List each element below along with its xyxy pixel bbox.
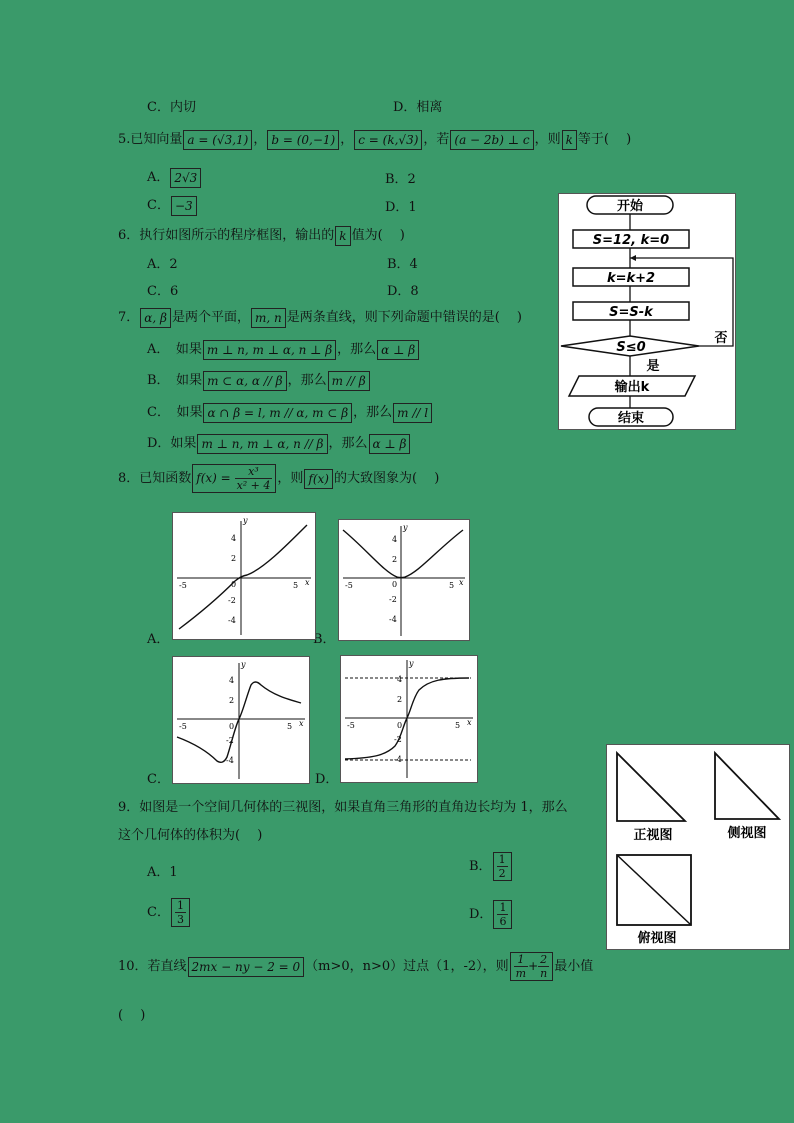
q10-expression <box>510 952 554 981</box>
q6-k: k <box>335 226 350 246</box>
q7a-pre: A． 如果 <box>147 342 202 357</box>
graph-d-x-label: x <box>467 718 472 727</box>
graph-b-tick-2: 2 <box>392 555 398 564</box>
side-view-label: 侧视图 <box>727 826 767 841</box>
q9c-label: C． <box>147 905 170 920</box>
q9c-num: 1 <box>176 899 184 912</box>
q10-prefix: 10．若直线 <box>118 959 187 974</box>
q6-option-b: B．4 <box>387 257 418 272</box>
fc-output: 输出k <box>614 380 650 395</box>
flowchart <box>558 193 736 430</box>
graph-b-tick-4: 4 <box>392 535 398 544</box>
graph-d <box>340 655 478 783</box>
q7a-then: ，那么 <box>337 342 377 357</box>
graph-b-tick-neg2: -2 <box>389 595 397 604</box>
graph-c-tick-5: 5 <box>287 722 293 731</box>
q8-option-d-label: D． <box>315 772 339 787</box>
front-view-triangle <box>617 753 685 821</box>
graph-b <box>338 519 470 641</box>
q6-option-c: C．6 <box>147 284 179 299</box>
graph-c-tick-0: 0 <box>229 722 235 731</box>
graph-d-y-label: y <box>409 659 414 668</box>
graph-c-y-label: y <box>241 660 246 669</box>
q10-mid: （m>0，n>0）过点（1，-2），则 <box>305 959 509 974</box>
graph-c-tick-2: 2 <box>229 696 235 705</box>
fc-loop-arrow <box>630 255 636 261</box>
q5-k: k <box>562 130 577 150</box>
graph-b-y-label: y <box>403 523 408 532</box>
graph-b-tick-neg5: -5 <box>345 581 353 590</box>
fc-cond: S≤0 <box>616 340 646 355</box>
q4-option-c: C．内切 <box>147 100 196 115</box>
q7a-condition: m ⊥ n, m ⊥ α, n ⊥ β <box>203 340 336 360</box>
q7c-pre: C． 如果 <box>147 405 203 420</box>
graph-c-tick-neg2: -2 <box>226 736 234 745</box>
q9d-den: 6 <box>499 915 507 928</box>
q7-lines: m, n <box>251 308 286 328</box>
fc-no: 否 <box>714 331 728 346</box>
fc-end: 结束 <box>617 411 645 426</box>
q7a-result: α ⊥ β <box>377 340 419 360</box>
q7-option-a <box>147 338 420 360</box>
graph-a-tick-4: 4 <box>231 534 237 543</box>
q9d-label: D． <box>469 907 493 922</box>
question-7 <box>118 306 522 328</box>
q9b-num: 1 <box>498 853 506 866</box>
graph-a-tick-neg4: -4 <box>228 616 236 625</box>
q7b-pre: B． 如果 <box>147 373 203 388</box>
q5-then: ，则 <box>534 132 561 147</box>
graph-c-tick-neg5: -5 <box>179 722 187 731</box>
q7c-then: ，那么 <box>353 405 393 420</box>
graph-b-x-label: x <box>459 578 464 587</box>
q7-prefix: 7． <box>118 310 140 325</box>
fc-step2: S=S-k <box>609 305 653 320</box>
q4-option-d: D．相离 <box>393 100 443 115</box>
q9-option-c <box>147 898 191 927</box>
graph-d-tick-2: 2 <box>397 695 403 704</box>
q9c-fraction <box>171 898 190 927</box>
graph-d-tick-neg4: -4 <box>394 755 402 764</box>
q10-den-2: n <box>540 967 548 980</box>
q6-end: 值为( ) <box>351 228 405 243</box>
question-6 <box>118 224 405 246</box>
q8-numerator: x³ <box>235 465 273 479</box>
vector-c: c = (k,√3) <box>354 130 422 150</box>
graph-a-tick-2: 2 <box>231 554 237 563</box>
question-5: 5.已知向量 a = (√3,1) ， b = (0,−1) ， c = (k,√3) ，若 (a − 2b) ⊥ c ，则 k 等于( ) <box>118 128 631 150</box>
q7b-result: m // β <box>328 371 370 391</box>
q7-end: 是两条直线，则下列命题中错误的是( ) <box>286 310 522 325</box>
q7b-then: ，那么 <box>287 373 327 388</box>
q10-den-1: m <box>515 967 527 980</box>
graph-c <box>172 656 310 784</box>
q5-option-a-label: A． <box>147 170 170 185</box>
q9b-fraction <box>493 852 512 881</box>
q5-option-c-label: C． <box>147 198 170 213</box>
graph-d-tick-4: 4 <box>397 675 403 684</box>
q8-option-c-label: C． <box>147 772 170 787</box>
q7d-then: ，那么 <box>328 436 368 451</box>
q9b-den: 2 <box>498 867 506 880</box>
graph-a-tick-neg2: -2 <box>228 596 236 605</box>
q10-num-2: 2 <box>538 953 549 967</box>
q5-if: ，若 <box>423 132 450 147</box>
side-view-triangle <box>715 753 779 819</box>
graph-b-tick-neg4: -4 <box>389 615 397 624</box>
graph-a <box>172 512 316 640</box>
q10-plus: + <box>528 959 539 973</box>
fc-yes: 是 <box>646 359 660 374</box>
q10-paren: ( ) <box>118 1008 146 1023</box>
front-view-label: 正视图 <box>633 828 673 843</box>
question-9-line-1: 9．如图是一个空间几何体的三视图，如果直角三角形的直角边长均为 1，那么 <box>118 800 568 815</box>
q7c-condition: α ∩ β = l, m // α, m ⊂ β <box>203 403 352 423</box>
q8-f-label: f(x) = <box>196 471 231 485</box>
graph-a-tick-5: 5 <box>293 581 299 590</box>
q5-option-d: D．1 <box>385 200 417 215</box>
q5-option-a-value: 2√3 <box>170 168 201 188</box>
q9d-num: 1 <box>499 901 507 914</box>
q6-option-d: D．8 <box>387 284 419 299</box>
q7-option-d <box>147 432 411 454</box>
graph-a-y-label: y <box>243 516 248 525</box>
q8-prefix: 8．已知函数 <box>118 471 192 486</box>
q9-option-b <box>469 852 513 881</box>
q7-planes: α, β <box>140 308 171 328</box>
graph-c-x-label: x <box>299 719 304 728</box>
q6-option-a: A．2 <box>147 257 178 272</box>
q8-fraction <box>235 465 273 492</box>
graph-a-x-label: x <box>305 578 310 587</box>
q10-num-1: 1 <box>514 953 528 967</box>
q5-option-a <box>147 166 202 188</box>
q8-mid: ，则 <box>277 471 304 486</box>
q9b-label: B． <box>469 859 492 874</box>
q7c-result: m // l <box>393 403 432 423</box>
graph-a-tick-neg5: -5 <box>179 581 187 590</box>
top-view-label: 俯视图 <box>637 931 677 946</box>
q5-option-c <box>147 194 198 216</box>
graph-b-tick-5: 5 <box>449 581 455 590</box>
graph-d-tick-0: 0 <box>397 721 403 730</box>
q5-option-b: B．2 <box>385 172 416 187</box>
q5-end: 等于( ) <box>577 132 632 147</box>
graph-c-tick-4: 4 <box>229 676 235 685</box>
q7b-condition: m ⊂ α, α // β <box>203 371 287 391</box>
fc-start: 开始 <box>616 199 644 214</box>
q7d-pre: D．如果 <box>147 436 197 451</box>
q7-mid: 是两个平面， <box>171 310 250 325</box>
question-10 <box>118 952 593 981</box>
q5-prefix: 5.已知向量 <box>118 132 183 147</box>
q5-condition: (a − 2b) ⊥ c <box>450 130 533 150</box>
q9c-den: 3 <box>176 913 184 926</box>
q8-function <box>192 464 276 493</box>
question-8 <box>118 464 439 493</box>
q7-option-b <box>147 369 371 391</box>
q8-option-b-label: B． <box>313 632 336 647</box>
graph-b-tick-0: 0 <box>392 580 398 589</box>
q8-option-a-label: A． <box>147 632 170 647</box>
q7-option-c <box>147 401 433 423</box>
graph-c-tick-neg4: -4 <box>226 756 234 765</box>
graph-d-tick-neg5: -5 <box>347 721 355 730</box>
q10-line-eq: 2mx − ny − 2 = 0 <box>188 957 305 977</box>
q5-option-c-value: −3 <box>171 196 197 216</box>
q6-prefix: 6．执行如图所示的程序框图，输出的 <box>118 228 335 243</box>
q9d-fraction <box>493 900 512 929</box>
q9-option-a: A．1 <box>147 865 178 880</box>
graph-a-curve <box>179 525 307 629</box>
graph-d-tick-5: 5 <box>455 721 461 730</box>
three-views <box>606 744 790 950</box>
q7d-condition: m ⊥ n, m ⊥ α, n // β <box>197 434 327 454</box>
question-9-line-2: 这个几何体的体积为( ) <box>118 828 263 843</box>
q8-denominator: x² + 4 <box>236 479 271 492</box>
graph-a-tick-0: 0 <box>231 580 237 589</box>
q7d-result: α ⊥ β <box>369 434 411 454</box>
fc-step1: k=k+2 <box>606 271 656 286</box>
q10-end: 最小值 <box>554 959 594 974</box>
top-view-diagonal <box>617 855 691 925</box>
graph-d-tick-neg2: -2 <box>394 735 402 744</box>
graph-b-curve <box>343 530 463 578</box>
fc-init: S=12, k=0 <box>592 233 670 248</box>
q8-end: 的大致图象为( ) <box>333 471 440 486</box>
vector-a: a = (√3,1) <box>183 130 252 150</box>
vector-b: b = (0,−1) <box>267 130 339 150</box>
q8-fx: f(x) <box>304 469 333 489</box>
q9-option-d <box>469 900 513 929</box>
